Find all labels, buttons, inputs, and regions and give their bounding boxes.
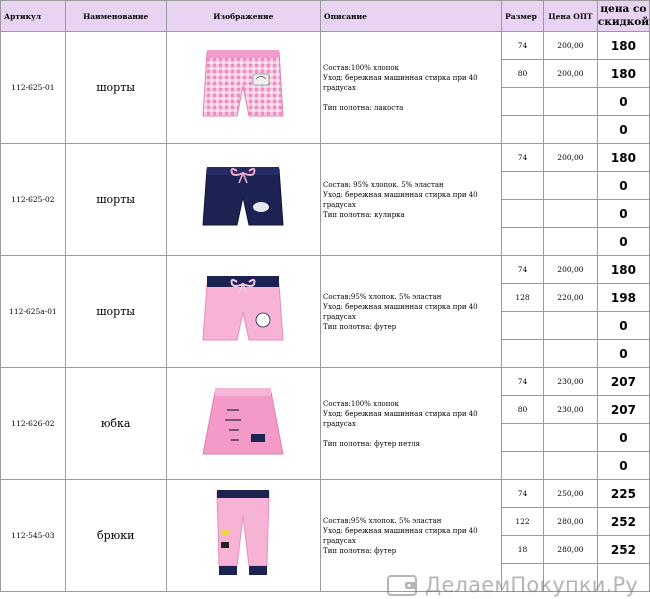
pink-skirt-image xyxy=(166,368,320,480)
name-cell: шорты xyxy=(65,144,166,256)
watermark xyxy=(387,573,638,597)
navy-shorts-image xyxy=(166,144,320,256)
opt-price-cell xyxy=(544,424,598,452)
discount-price-cell: 0 xyxy=(597,228,649,256)
size-cell: 74 xyxy=(502,480,544,508)
size-cell xyxy=(502,172,544,200)
opt-price-cell xyxy=(544,228,598,256)
discount-price-cell: 0 xyxy=(597,88,649,116)
desc-fabric: Тип полотна: футер xyxy=(323,546,397,555)
size-cell xyxy=(502,340,544,368)
sku-cell: 112-626-02 xyxy=(1,368,66,480)
size-cell xyxy=(502,424,544,452)
sku-cell: 112-625а-01 xyxy=(1,256,66,368)
size-cell xyxy=(502,312,544,340)
discount-price-cell: 180 xyxy=(597,32,649,60)
discount-price-cell: 0 xyxy=(597,172,649,200)
header-name: Наименование xyxy=(65,1,166,32)
desc-care-cont: градусах xyxy=(323,312,356,321)
discount-price-cell: 225 xyxy=(597,480,649,508)
header-discount-line-1: цена со xyxy=(600,3,647,15)
discount-price-cell: 180 xyxy=(597,144,649,172)
discount-price-cell: 0 xyxy=(597,452,649,480)
opt-price-cell: 200,00 xyxy=(544,60,598,88)
desc-care: Уход: бережная машинная стирка при 40 xyxy=(323,73,478,82)
name-cell: шорты xyxy=(65,32,166,144)
size-cell: 74 xyxy=(502,32,544,60)
name-cell: шорты xyxy=(65,256,166,368)
size-cell xyxy=(502,200,544,228)
name-cell: брюки xyxy=(65,480,166,592)
header-sku: Артикул xyxy=(1,1,66,32)
header-description: Описание xyxy=(321,1,502,32)
desc-fabric: Тип полотна: футер петля xyxy=(323,439,420,448)
opt-price-cell xyxy=(544,200,598,228)
discount-price-cell: 252 xyxy=(597,536,649,564)
opt-price-cell: 280,00 xyxy=(544,508,598,536)
opt-price-cell: 200,00 xyxy=(544,256,598,284)
description-cell xyxy=(321,144,502,256)
pink-gingham-shorts-image xyxy=(166,32,320,144)
desc-composition: Состав:100% хлопок xyxy=(323,399,399,408)
header-discount-price xyxy=(597,1,649,32)
desc-composition: Состав:95% хлопок. 5% эластан xyxy=(323,292,442,301)
table-row xyxy=(1,480,650,508)
opt-price-cell: 230,00 xyxy=(544,368,598,396)
discount-price-cell: 207 xyxy=(597,396,649,424)
opt-price-cell xyxy=(544,116,598,144)
opt-price-cell xyxy=(544,452,598,480)
opt-price-cell: 250,00 xyxy=(544,480,598,508)
desc-care-cont: градусах xyxy=(323,536,356,545)
discount-price-cell: 0 xyxy=(597,340,649,368)
size-cell: 74 xyxy=(502,256,544,284)
discount-price-cell: 0 xyxy=(597,116,649,144)
size-cell: 122 xyxy=(502,508,544,536)
opt-price-cell: 220,00 xyxy=(544,284,598,312)
description-cell xyxy=(321,256,502,368)
desc-care: Уход: бережная машинная стирка при 40 xyxy=(323,302,478,311)
size-cell xyxy=(502,228,544,256)
discount-price-cell: 0 xyxy=(597,424,649,452)
opt-price-cell: 230,00 xyxy=(544,396,598,424)
opt-price-cell xyxy=(544,172,598,200)
desc-fabric: Тип полотна: кулирка xyxy=(323,210,405,219)
desc-care: Уход: бережная машинная стирка при 40 xyxy=(323,526,478,535)
desc-composition: Состав:95% хлопок. 5% эластан xyxy=(323,516,442,525)
opt-price-cell xyxy=(544,88,598,116)
sku-cell: 112-625-02 xyxy=(1,144,66,256)
opt-price-cell xyxy=(544,312,598,340)
discount-price-cell: 252 xyxy=(597,508,649,536)
desc-fabric: Тип полотна: лакоста xyxy=(323,103,404,112)
desc-care-cont: градусах xyxy=(323,83,356,92)
wallet-icon xyxy=(387,573,419,597)
table-row xyxy=(1,32,650,60)
size-cell xyxy=(502,88,544,116)
opt-price-cell: 280,00 xyxy=(544,536,598,564)
desc-care-cont: градусах xyxy=(323,200,356,209)
size-cell: 74 xyxy=(502,368,544,396)
desc-composition: Состав:100% хлопок xyxy=(323,63,399,72)
size-cell: 18 xyxy=(502,536,544,564)
watermark-text: ДелаемПокупки.Ру xyxy=(424,573,638,597)
discount-price-cell: 207 xyxy=(597,368,649,396)
size-cell: 128 xyxy=(502,284,544,312)
desc-care: Уход: бережная машинная стирка при 40 xyxy=(323,409,478,418)
size-cell: 80 xyxy=(502,60,544,88)
header-image: Изображение xyxy=(166,1,320,32)
sku-cell: 112-625-01 xyxy=(1,32,66,144)
name-cell: юбка xyxy=(65,368,166,480)
description-cell xyxy=(321,32,502,144)
desc-care-cont: градусах xyxy=(323,419,356,428)
pink-navy-shorts-image xyxy=(166,256,320,368)
description-cell xyxy=(321,368,502,480)
header-opt-price: Цена ОПТ xyxy=(544,1,598,32)
discount-price-cell: 180 xyxy=(597,256,649,284)
size-cell: 80 xyxy=(502,396,544,424)
opt-price-cell xyxy=(544,340,598,368)
header-row xyxy=(1,1,650,32)
pink-pants-image xyxy=(166,480,320,592)
opt-price-cell: 200,00 xyxy=(544,144,598,172)
table-row xyxy=(1,144,650,172)
size-cell xyxy=(502,116,544,144)
desc-fabric: Тип полотна: футер xyxy=(323,322,397,331)
opt-price-cell: 200,00 xyxy=(544,32,598,60)
size-cell: 74 xyxy=(502,144,544,172)
table-row xyxy=(1,256,650,284)
size-cell xyxy=(502,452,544,480)
sku-cell: 112-545-03 xyxy=(1,480,66,592)
discount-price-cell: 198 xyxy=(597,284,649,312)
desc-composition: Состав: 95% хлопок. 5% эластан xyxy=(323,180,444,189)
header-discount-line-2: скидкой xyxy=(597,16,649,28)
discount-price-cell: 0 xyxy=(597,200,649,228)
table-row xyxy=(1,368,650,396)
discount-price-cell: 0 xyxy=(597,312,649,340)
desc-care: Уход: бережная машинная стирка при 40 xyxy=(323,190,478,199)
header-size: Размер xyxy=(502,1,544,32)
discount-price-cell: 180 xyxy=(597,60,649,88)
